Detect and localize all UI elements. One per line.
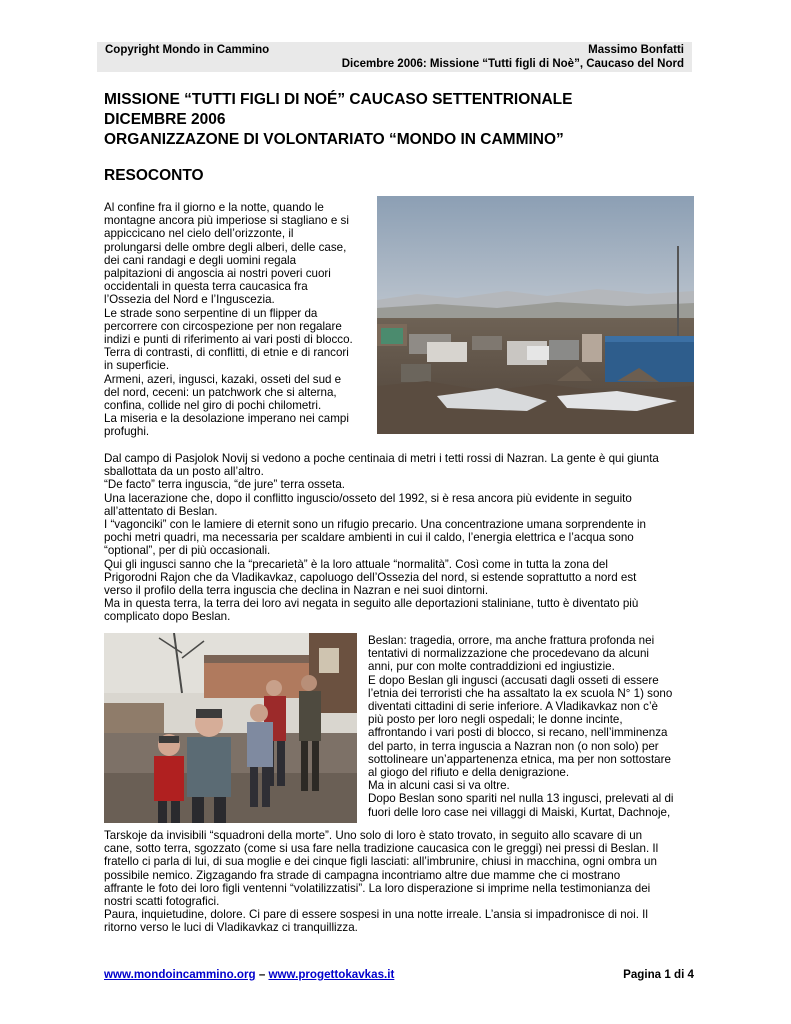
text-line: tentativi di normalizzazione che procedevano da alcuni [368, 647, 649, 661]
text-line: sballottata da un posto all’altro. [104, 465, 264, 479]
header-subtitle: Dicembre 2006: Missione “Tutti figli di Noè”, Caucaso del Nord [341, 58, 684, 70]
text-line: Dopo Beslan sono spariti nel nulla 13 ingusci, prelevati al di [368, 792, 674, 806]
text-line: “optional”, per di più occasionali. [104, 544, 271, 558]
text-line: verso il profilo della terra inguscia che declina in Nazran e nei suoi dintorni. [104, 584, 489, 598]
section-title: RESOCONTO [104, 167, 204, 184]
text-line: Dal campo di Pasjolok Novij si vedono a poche centinaia di metri i tetti rossi di Nazran. La gente è qui giunta [104, 452, 659, 465]
text-line: Ma in questa terra, la terra dei loro avi negata in seguito alle deportazioni staliniane, tutto è diventato più [104, 597, 639, 611]
paragraph-intro [104, 201, 353, 439]
text-line: dei cani randagi e degli uomini regala [104, 253, 297, 267]
text-line: cane, sotto terra, sgozzato (come si usa fare nella tradizione caucasica con le greggi) nei pressi di Beslan. Il [104, 842, 659, 856]
children-photo [104, 633, 357, 823]
text-line: pochi metri quadri, ma necessaria per scaldare ambienti in cui il caldo, l’energia elettrica e l’acqua sono [104, 531, 634, 545]
text-line: profughi. [104, 425, 150, 439]
paragraph-ending [104, 829, 658, 935]
title-line: ORGANIZZAZONE DI VOLONTARIATO “MONDO IN CAMMINO” [104, 131, 564, 148]
text-line: Tarskoje da invisibili “squadroni della morte”. Uno solo di loro è stato trovato, in seguito allo scavare di un [104, 829, 643, 842]
text-line: diventati cittadini di serie inferiore. A Vladikavkaz non c’è [368, 700, 659, 714]
progettokavkas-link[interactable]: www.progettokavkas.it [268, 968, 395, 981]
text-line: Qui gli ingusci sanno che la “precarietà” è la loro attuale “normalità”. Così come in tutta la zona del [104, 557, 608, 571]
text-line: l’Ossezia del Nord e l’Inguscezia. [104, 293, 275, 307]
text-line: complicato dopo Beslan. [104, 610, 231, 624]
footer-separator: – [255, 968, 269, 981]
page-header [97, 42, 692, 72]
text-line: Terra di contrasti, di conflitti, di etnie e di rancori [104, 346, 349, 360]
header-copyright: Copyright Mondo in Cammino [105, 44, 270, 56]
text-line: occidentali in questa terra caucasica fra [104, 280, 308, 294]
text-line: appiccicano nel cielo dell’orizzonte, il [104, 227, 294, 241]
text-line: ritorno verso le luci di Vladikavkaz ci tranquillizza. [104, 921, 358, 935]
text-line: Prigorodni Rajon che da Vladikavkaz, capoluogo dell’Ossezia del nord, si estende soprattutto a nord est [104, 570, 637, 584]
text-line: montagne ancora più imperiose si stagliano e si [104, 214, 349, 228]
text-line: prolungarsi delle ombre degli alberi, delle case, [104, 240, 347, 254]
text-line: La miseria e la desolazione imperano nei campi [104, 412, 349, 426]
document-title [104, 90, 694, 150]
text-line: I “vagonciki” con le lamiere di eternit sono un rifugio precario. Una concentrazione umana sorprendente in [104, 518, 646, 532]
text-line: “De facto” terra inguscia, “de jure” terra osseta. [104, 478, 345, 492]
paragraph-beslan [368, 634, 674, 819]
text-line: confina, collide nel giro di pochi chilometri. [104, 399, 322, 413]
text-line: Le strade sono serpentine di un flipper da [104, 306, 318, 320]
text-line: Al confine fra il giorno e la notte, quando le [104, 201, 324, 214]
text-line: più posto per loro negli ospedali; le donne incinte, [368, 713, 623, 727]
mondoincammino-link[interactable]: www.mondoincammino.org [104, 968, 256, 981]
text-line: fratello ci parla di lui, di sua moglie e dei cinque figli lasciati: all’imbrunire, chiusi in macchina, ogni ombra un [104, 855, 657, 869]
text-line: sottolineare un’appartenenza etnica, ma per non sottostare [368, 752, 671, 766]
text-line: all’attentato di Beslan. [104, 504, 218, 518]
text-line: l’etnia dei terroristi che ha assaltato la ex scuola N° 1) sono [368, 686, 673, 700]
text-line: percorrere con circospezione per non regalare [104, 319, 342, 333]
title-line: MISSIONE “TUTTI FIGLI DI NOÉ” CAUCASO SETTENTRIONALE [104, 91, 573, 108]
text-line: E dopo Beslan gli ingusci (accusati dagli osseti di essere [368, 673, 659, 687]
text-line: del nord, ceceni: un patchwork che si alterna, [104, 385, 337, 399]
text-line: nostri scatti fotografici. [104, 895, 220, 909]
text-line: palpitazioni di angoscia ai nostri poveri cuori [104, 267, 331, 281]
text-line: Paura, inquietudine, dolore. Ci pare di essere sospesi in una notte irreale. L’ansia si impadronisce di noi. Il [104, 908, 648, 922]
header-author: Massimo Bonfatti [588, 44, 684, 56]
refugee-camp-photo [377, 196, 694, 434]
text-line: in superficie. [104, 359, 170, 373]
text-line: affrante le foto dei loro figli ventenni “volatilizzatisi”. La loro disperazione si imprime nella testimonianza dei [104, 881, 651, 895]
paragraph-camp [104, 452, 659, 624]
page-footer [104, 968, 694, 981]
text-line: Beslan: tragedia, orrore, ma anche frattura profonda nei [368, 634, 655, 647]
text-line: possibile nemico. Zigzagando fra strade di campagna incontriamo altre due mamme che ci mostrano [104, 868, 621, 882]
text-line: del parto, in terra inguscia a Nazran non (o non solo) per [368, 739, 659, 753]
text-line: Armeni, azeri, ingusci, kazaki, osseti del sud e [104, 372, 342, 386]
page-number: Pagina 1 di 4 [623, 968, 694, 981]
text-line: fuori delle loro case nei villaggi di Maiski, Kurtat, Dachnoje, [368, 805, 671, 819]
text-line: Una lacerazione che, dopo il conflitto inguscio/osseto del 1992, si è resa ancora più evidente in seguito [104, 491, 632, 505]
title-line: DICEMBRE 2006 [104, 111, 226, 128]
text-line: Ma in alcuni casi si va oltre. [368, 779, 510, 793]
text-line: indizi e punti di riferimento ai vari posti di blocco. [104, 333, 353, 347]
text-line: al giogo del rifiuto e della denigrazione. [368, 766, 570, 780]
text-line: affrontando i vari posti di blocco, si recano, nell’imminenza [368, 726, 668, 740]
text-line: anni, pur con molte contraddizioni ed ingiustizie. [368, 660, 615, 674]
